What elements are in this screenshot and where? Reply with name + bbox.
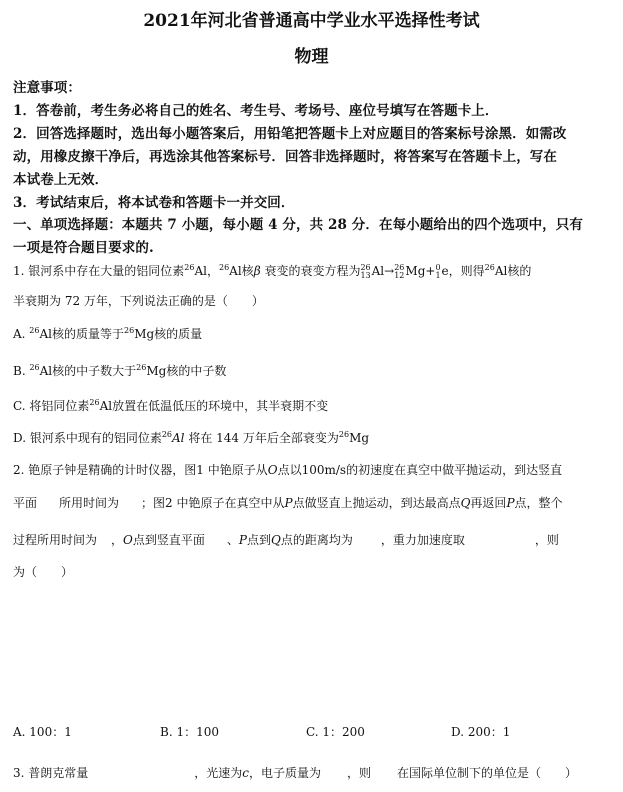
q2-option-d: D. 200：1 bbox=[451, 725, 511, 739]
q2-option-c: C. 1：200 bbox=[306, 725, 365, 739]
q1-text-a: 1. 银河系中存在大量的铝同位素 bbox=[13, 264, 185, 278]
q1-stem-line-1 bbox=[13, 262, 531, 280]
q2-stem-line-2: 平面 所用时间为 ；图2 中铯原子在真空中从P点做竖直上抛运动，到达最高点Q再返回P点，整个 bbox=[13, 496, 563, 510]
q1-eq-al-nuclide: 26 13 bbox=[360, 262, 371, 280]
note-2-line-3: 本试卷上无效． bbox=[13, 172, 109, 188]
q1-option-a: A. $^{26}$Al核的质量等于$^{26}$Mg核的质量 bbox=[13, 326, 203, 341]
exam-title: 2021年河北省普通高中学业水平选择性考试 bbox=[143, 11, 480, 31]
note-3: 3．考试结束后，将本试卷和答题卡一并交回． bbox=[13, 195, 295, 211]
q1-eq-mg: Mg bbox=[405, 264, 426, 278]
q1-comma: ， bbox=[206, 264, 219, 278]
note-2-line-2: 动，用橡皮擦干净后，再选涂其他答案标号．回答非选择题时，将答案写在答题卡上，写在 bbox=[13, 149, 557, 165]
notes-heading: 注意事项： bbox=[13, 80, 81, 96]
q1-text-d: ，则得 bbox=[448, 264, 485, 278]
q1-al: Al bbox=[194, 264, 207, 278]
q2-stem-line-4: 为（ ） bbox=[13, 565, 74, 579]
q2-option-a: A. 100：1 bbox=[13, 725, 72, 739]
q1-eq-mg-nuclide: 26 12 bbox=[394, 262, 405, 280]
note-2-line-1: 2．回答选择题时，选出每小题答案后，用铅笔把答题卡上对应题目的答案标号涂黑．如需改 bbox=[13, 126, 567, 142]
q1-eq-e-nuclide: 0 1 bbox=[435, 262, 441, 280]
q1-eq-al: Al bbox=[371, 264, 385, 278]
q1-iso-mass: 26 bbox=[184, 263, 195, 272]
q1-option-b: B. $^{26}$Al核的中子数大于$^{26}$Mg核的中子数 bbox=[13, 363, 227, 378]
q1-text-c: 衰变的衰变方程为 bbox=[260, 264, 361, 278]
note-1: 1．答卷前，考生务必将自己的姓名、考生号、考场号、座位号填写在答题卡上． bbox=[13, 103, 499, 119]
subject-title: 物理 bbox=[294, 47, 329, 67]
q2-option-b: B. 1：100 bbox=[160, 725, 219, 739]
q1-beta: β bbox=[253, 264, 261, 278]
q1-iso-mass-3: 26 bbox=[484, 263, 495, 272]
q1-option-c: C. 将铝同位素$^{26}$Al放置在低温低压的环境中，其半衰期不变 bbox=[13, 398, 329, 413]
q2-stem-line-1: 2. 铯原子钟是精确的计时仪器，图1 中铯原子从O点以100m/s的初速度在真空中做平抛运动，到达竖直 bbox=[13, 463, 563, 477]
q3-stem: 3. 普朗克常量 ，光速为c，电子质量为 ，则 在国际单位制下的单位是（ ） bbox=[13, 766, 578, 780]
q1-text-b: Al核 bbox=[229, 264, 254, 278]
section-heading-line-1: 一、单项选择题：本题共 7 小题，每小题 4 分，共 28 分．在每小题给出的四个选项中，只有 bbox=[13, 217, 583, 233]
q1-eq-e: e bbox=[441, 264, 449, 278]
q1-eq-plus: + bbox=[425, 264, 436, 278]
q1-eq-arrow: → bbox=[384, 264, 395, 278]
q2-stem-line-3: 过程所用时间为 ，O点到竖直平面 、P点到Q点的距离均为 ，重力加速度取 ，则 bbox=[13, 533, 559, 547]
q1-option-d: D. 银河系中现有的铝同位素$^{26}$Al 将在 144 万年后全部衰变为$^{26}$Mg bbox=[13, 430, 370, 445]
section-heading-line-2: 一项是符合题目要求的. bbox=[13, 240, 154, 256]
q1-iso-mass-2: 26 bbox=[218, 263, 230, 272]
q1-text-e: Al核的 bbox=[494, 264, 532, 278]
q1-stem-line-2: 半衰期为 72 万年，下列说法正确的是（ ） bbox=[13, 294, 264, 308]
